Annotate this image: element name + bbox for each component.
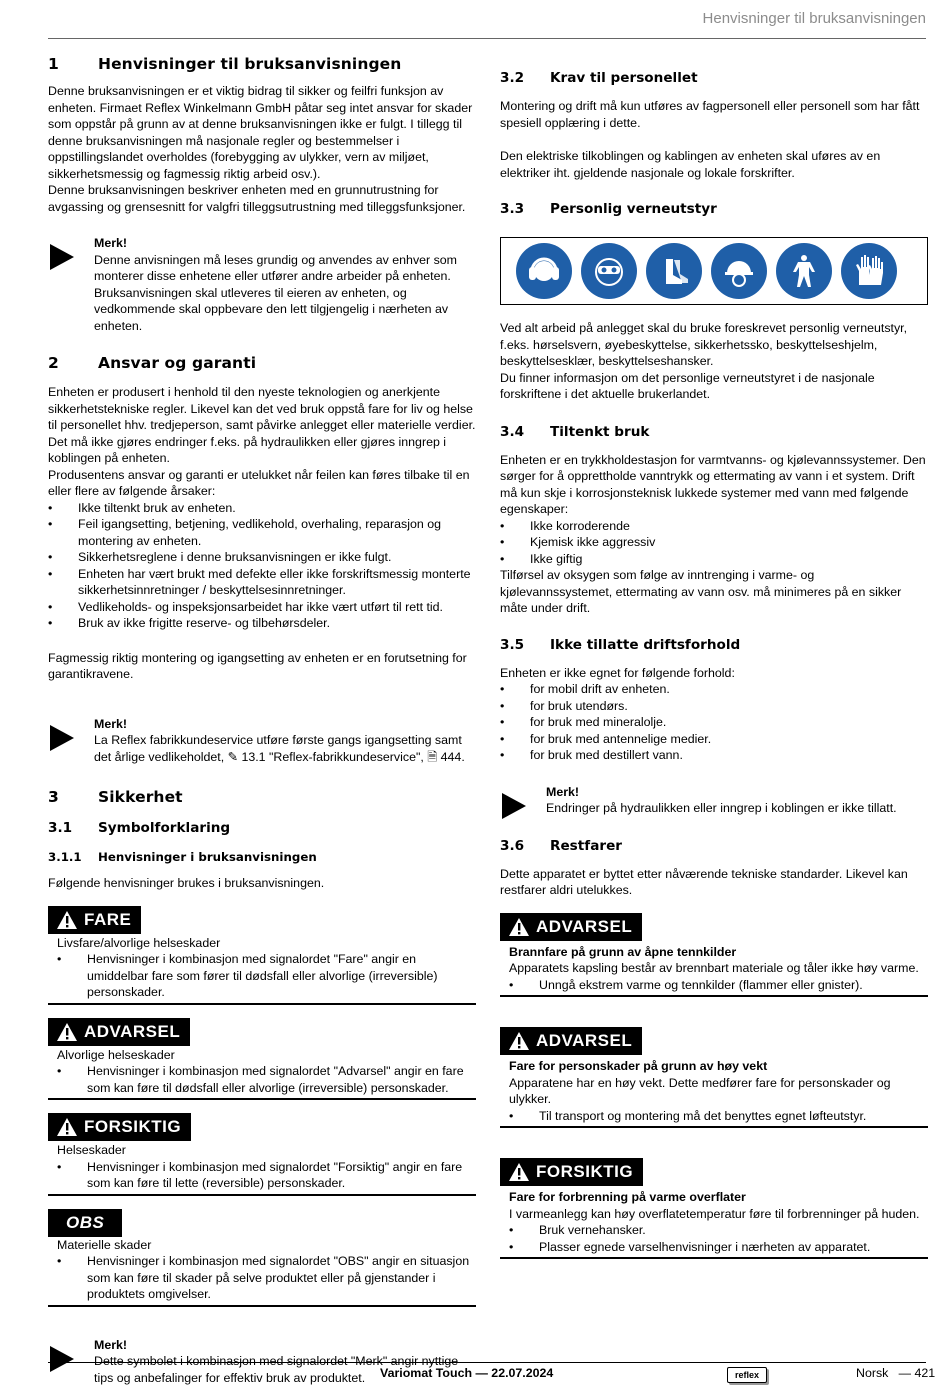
signal-badge: ADVARSEL — [500, 913, 642, 941]
signal-subtitle: Materielle skader — [57, 1237, 152, 1252]
subsection-3-1-heading: 3.1 Symbolforklaring — [48, 820, 231, 836]
note-box — [48, 235, 476, 334]
list-item: • Henvisninger i kombinasjon med signalordet "Forsiktig" angir en fare som kan føre til lette (reversible) personskader. — [57, 1159, 463, 1190]
paragraph: Følgende henvisninger brukes i bruksanvisningen. — [48, 876, 325, 890]
signal-word-obs — [48, 1209, 476, 1307]
list-item: • Ikke korroderende — [500, 518, 630, 533]
warning-title: Fare for personskader på grunn av høy vekt — [509, 1059, 768, 1073]
section-1-heading — [48, 55, 476, 73]
warning-fire-hazard — [500, 913, 928, 998]
paragraph: Dette apparatet er byttet etter nåværende tekniske standarder. Likevel kan restfarer aldri utelukkes. — [500, 866, 908, 897]
list-item: • Henvisninger i kombinasjon med signalordet "Advarsel" angir en fare som kan føre til dødsfall eller alvorlige (irreversible) personskader. — [57, 1064, 464, 1095]
list-item: • for bruk med antennelige medier. — [500, 731, 712, 746]
hearing-protection-icon — [516, 243, 572, 299]
subsection-3-5-heading: 3.5 Ikke tillatte driftsforhold — [500, 636, 741, 653]
paragraph: Enheten er ikke egnet for følgende forhold: — [500, 665, 735, 680]
paragraph: Fagmessig riktig montering og igangsetting av enheten er en forutsetning for garantikravene. — [48, 650, 467, 681]
note-title: Merk! — [94, 716, 128, 731]
list-item: • Ikke tiltenkt bruk av enheten. — [48, 500, 236, 515]
note-arrow-icon — [50, 725, 74, 751]
list-item: • Henvisninger i kombinasjon med signalordet "OBS" angir en situasjon som kan føre til skader på selve produktet eller på gjenstander i produktets omgivelser. — [57, 1254, 470, 1301]
running-header: Henvisninger til bruksanvisningen — [702, 10, 926, 27]
ppe-icon-strip — [500, 237, 928, 305]
signal-word-advarsel — [48, 1018, 476, 1101]
signal-badge: ADVARSEL — [48, 1018, 190, 1046]
section-2-heading — [48, 354, 476, 372]
note-title: Merk! — [94, 1337, 128, 1352]
warning-triangle-icon — [508, 1162, 530, 1182]
list-item: • Bruk vernehansker. — [509, 1223, 646, 1237]
list-item: • Plasser egnede varselhenvisninger i nærheten av apparatet. — [509, 1239, 871, 1254]
section-title: Ansvar og garanti — [98, 354, 257, 372]
bullet-list — [500, 681, 928, 764]
protective-clothing-icon — [776, 243, 832, 299]
warning-triangle-icon — [508, 1031, 530, 1051]
section-number: 1 — [48, 55, 59, 73]
reflex-logo: reflex — [727, 1367, 767, 1383]
bullet-list — [500, 518, 928, 568]
signal-subtitle: Livsfare/alvorlige helseskader — [57, 935, 221, 950]
left-column — [48, 50, 476, 1386]
paragraph: Denne bruksanvisningen er et viktig bidrag til sikker og feilfri funksjon av enheten. Firmaet Reflex Winkelmann GmbH påtar seg intet ansvar for skader som oppstår på grunn av at denne bruksanvisningen ikke er fulgt. I tillegg til denne bruksanvisningen må nasjonale regler og bestemmelser i oppstillingslandet overholdes (forebygging av ulykker, vern av miljøet, sikkerhetsmessig og fagmessig riktig arbeid osv.). — [48, 84, 473, 181]
list-item: • Feil igangsetting, betjening, vedlikehold, overhaling, reparasjon og montering av enheten. — [48, 517, 442, 548]
paragraph: Enheten er en trykkholdestasjon for varmtvanns- og kjølevannssystemer. Den sørger for å opprettholde vanntrykk og ettermating av vann i et system. Drift må kun skje i korrosjonsteknisk lukkede systemer med vann med følgende egenskaper: — [500, 452, 926, 516]
list-item: • Ikke giftig — [500, 551, 583, 566]
signal-badge: FORSIKTIG — [48, 1113, 191, 1141]
warning-text: Apparatene har en høy vekt. Dette medfører fare for personskader og ulykker. — [509, 1075, 891, 1106]
note-box — [500, 784, 928, 817]
warning-text: Apparatets kapsling består av brennbart materiale og tåler ikke høy varme. — [509, 961, 919, 975]
note-title: Merk! — [546, 784, 580, 799]
note-arrow-icon — [502, 793, 526, 819]
paragraph: Montering og drift må kun utføres av fagpersonell eller personell som har fått spesiell opplæring i dette. — [500, 99, 920, 130]
subsection-3-3-heading: 3.3 Personlig verneutstyr — [500, 201, 717, 217]
note-text: Denne anvisningen må leses grundig og anvendes av enhver som monterer disse enhetene eller utfører andre arbeider på enheten. Bruksanvisningen skal utleveres til eieren av enheten, og vedkommende skal oppbevare den lett tilgjengelig i nærheten av enheten. — [94, 252, 458, 333]
right-column — [500, 50, 928, 1259]
warning-title: Brannfare på grunn av åpne tennkilder — [509, 944, 737, 959]
note-text: La Reflex fabrikkundeservice utføre første gangs igangsetting samt det årlige vedlikeholdet, ✎ 13.1 "Reflex-fabrikkundeservice", 🗎 444. — [94, 733, 465, 764]
section-title: Sikkerhet — [98, 788, 183, 806]
warning-heavy-weight — [500, 1027, 928, 1128]
list-item: • Bruk av ikke frigitte reserve- og tilbehørsdeler. — [48, 616, 331, 630]
safety-helmet-icon — [711, 243, 767, 299]
note-text: Endringer på hydraulikken eller inngrep i koblingen er ikke tillatt. — [546, 801, 897, 815]
paragraph: Ved alt arbeid på anlegget skal du bruke foreskrevet personlig verneutstyr, f.eks. hørselsvern, øyebeskyttelse, sikkerhetssko, beskyttelseshjelm, beskyttelsesklær, beskyttelseshansker. — [500, 321, 908, 368]
warning-text: I varmeanlegg kan høy overflatetemperatur føre til forbrenninger på huden. — [509, 1206, 920, 1221]
signal-word-fare — [48, 906, 476, 1005]
protective-gloves-icon — [841, 243, 897, 299]
warning-hot-surfaces — [500, 1158, 928, 1259]
signal-badge: FARE — [48, 906, 141, 934]
paragraph: Den elektriske tilkoblingen og kablingen av enheten skal uføres av en elektriker iht. gjeldende nasjonale og lokale forskrifter. — [500, 149, 881, 180]
signal-badge: FORSIKTIG — [500, 1158, 643, 1186]
warning-title: Fare for forbrenning på varme overflater — [509, 1190, 746, 1204]
warning-triangle-icon — [56, 910, 78, 930]
list-item: • Enheten har vært brukt med defekte eller ikke forskriftsmessig monterte sikkerhetsinnretninger / beskyttelsesinnretninger. — [48, 566, 471, 597]
list-item: • Sikkerhetsreglene i denne bruksanvisningen er ikke fulgt. — [48, 550, 392, 564]
section-number: 3 — [48, 788, 59, 806]
subsection-3-2-heading: 3.2 Krav til personellet — [500, 70, 698, 86]
list-item: • Til transport og montering må det benyttes egnet løfteutstyr. — [509, 1108, 867, 1123]
footer-page: Norsk — 421 — [856, 1366, 936, 1380]
note-title: Merk! — [94, 236, 128, 250]
list-item: • for bruk med destillert vann. — [500, 748, 683, 762]
eye-protection-icon — [581, 243, 637, 299]
paragraph: Det må ikke gjøres endringer f.eks. på hydraulikken eller gjøres inngrep i koblingen på enheten. — [48, 434, 447, 465]
signal-subtitle: Helseskader — [57, 1143, 126, 1157]
list-item: • Vedlikeholds- og inspeksjonsarbeidet har ikke vært utført til rett tid. — [48, 599, 444, 614]
list-item: • for bruk utendørs. — [500, 698, 628, 713]
section-3-heading — [48, 788, 476, 806]
signal-badge: OBS — [48, 1209, 122, 1237]
list-item: • Henvisninger i kombinasjon med signalordet "Fare" angir en umiddelbar fare som fører til dødsfall eller alvorlige (irreversible) personskader. — [57, 952, 438, 999]
section-number: 2 — [48, 354, 59, 372]
paragraph: Denne bruksanvisningen beskriver enheten med en grunnutrustning for avgassing og grensesnitt for valgfri tilleggsutrustning med tilleggsfunksjoner. — [48, 183, 466, 214]
footer-product: Variomat Touch — 22.07.2024 — [380, 1366, 554, 1380]
paragraph: Du finner informasjon om det personlige verneutstyret i de nasjonale forskriftene i det aktuelle brukerlandet. — [500, 370, 875, 401]
signal-subtitle: Alvorlige helseskader — [57, 1047, 175, 1062]
paragraph: Tilførsel av oksygen som følge av inntrenging i varme- og kjølevannssystemet, ettermating av vann osv. må minimeres på en sikker måte under drift. — [500, 568, 902, 615]
warning-triangle-icon — [56, 1022, 78, 1042]
paragraph: Enheten er produsert i henhold til den nyeste teknologien og anerkjente sikkerhetstekniske regler. Likevel kan det ved bruk oppstå fare for liv og helse til personellet hhv. tredjeperson, samt påvirke anlegget eller materielle verdier. — [48, 385, 476, 432]
subsection-3-4-heading: 3.4 Tiltenkt bruk — [500, 423, 650, 440]
note-text: Dette symbolet i kombinasjon med signalordet "Merk" angir nyttige tips og anbefalinger for effektiv bruk av produktet. — [94, 1354, 459, 1385]
paragraph: Produsentens ansvar og garanti er utelukket når feilen kan føres tilbake til en eller flere av følgende årsaker: — [48, 467, 470, 498]
warning-triangle-icon — [56, 1117, 78, 1137]
list-item: • Unngå ekstrem varme og tennkilder (flammer eller gnister). — [509, 977, 863, 992]
list-item: • for mobil drift av enheten. — [500, 682, 670, 696]
subsection-3-1-1-heading: 3.1.1 Henvisninger i bruksanvisningen — [48, 850, 317, 864]
safety-shoes-icon — [646, 243, 702, 299]
header-rule — [48, 38, 926, 39]
signal-badge: ADVARSEL — [500, 1027, 642, 1055]
subsection-3-6-heading: 3.6 Restfarer — [500, 837, 622, 854]
list-item: • Kjemisk ikke aggressiv — [500, 535, 656, 549]
note-arrow-icon — [50, 1346, 74, 1372]
signal-word-forsiktig — [48, 1113, 476, 1196]
note-arrow-icon — [50, 244, 74, 270]
note-box — [48, 716, 476, 766]
bullet-list — [48, 500, 476, 632]
section-title: Henvisninger til bruksanvisningen — [98, 55, 402, 73]
footer-rule — [48, 1362, 926, 1363]
list-item: • for bruk med mineralolje. — [500, 715, 667, 729]
warning-triangle-icon — [508, 917, 530, 937]
